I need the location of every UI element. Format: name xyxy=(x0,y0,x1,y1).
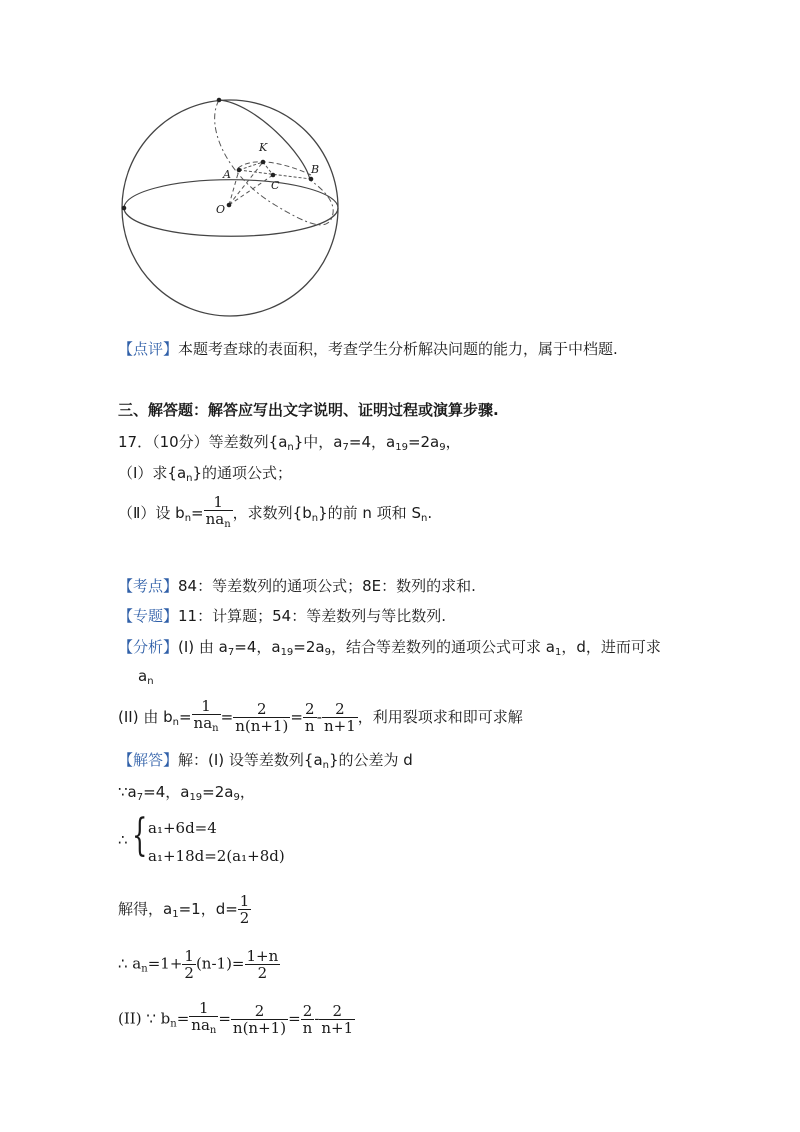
point-A xyxy=(237,168,242,173)
label-O: O xyxy=(216,203,226,216)
problem-part1: （Ⅰ）求$\{a_n\}$的通项公式； xyxy=(118,464,293,484)
problem-part2: （Ⅱ）设 $b_n=$ $\frac{1}{na_n}$ ，求数列$\{b_n\}$的前 n 项和 $S_n$. xyxy=(118,494,432,533)
system-eq1: a₁+6d=4 xyxy=(148,819,217,837)
point-B xyxy=(309,177,314,182)
sphere-figure xyxy=(115,95,350,320)
fenxi-line3: (II) 由 $b_n=$ $\frac{1}{na_n}$ = $\frac{2}{n(n+1)}$ = $\frac{2}{n}$ - $\frac{2}{n+1}$ ，利用裂项求和即可求解 xyxy=(118,697,523,735)
zhuanti-line: 【专题】11：计算题；54：等差数列与等比数列. xyxy=(118,607,446,625)
kaodian-line: 【考点】84：等差数列的通项公式；8E：数列的求和. xyxy=(118,577,476,595)
system-eq2: a₁+18d=2(a₁+8d) xyxy=(148,847,285,865)
zhuanti-tag: 【专题】 xyxy=(118,607,179,625)
jieda-line1: 【解答】解：(I) 设等差数列$\{a_n\}$的公差为 d xyxy=(118,751,413,771)
label-C: C xyxy=(271,179,280,192)
jieda-therefore: ∴ xyxy=(118,831,128,849)
label-B: B xyxy=(311,163,320,176)
comment-line xyxy=(118,339,618,359)
comment-tag: 【点评】 xyxy=(118,340,179,358)
kaodian-tag: 【考点】 xyxy=(118,577,179,595)
point-top xyxy=(217,98,222,103)
fraction: $\frac{1}{na_n}$ xyxy=(205,493,231,530)
system-brace: { xyxy=(132,810,148,861)
problem-statement: 17．（10分）等差数列$\{a_n\}$中，$a_7=4$，$a_{19}=2a_9$， xyxy=(118,433,461,453)
comment-text: 本题考查球的表面积，考查学生分析解决问题的能力，属于中档题. xyxy=(178,340,618,358)
label-K: K xyxy=(259,141,268,154)
jieda-line3: 解得，$a_1=1$，d= $\frac{1}{2}$ xyxy=(118,892,250,927)
jieda-line2: $\because a_7=4$，$a_{19}=2a_9$， xyxy=(118,783,255,803)
point-K xyxy=(261,160,266,165)
label-A: A xyxy=(223,168,231,181)
section-title: 三、解答题：解答应写出文字说明、证明过程或演算步骤. xyxy=(118,401,499,419)
point-left xyxy=(122,206,127,211)
fenxi-line1: 【分析】(I) 由 $a_7=4$，$a_{19}=2a_9$，结合等差数列的通项公式可求 $a_1$，d，进而可求 xyxy=(118,638,661,658)
jieda-line5: (II) ∵ $b_n=$ $\frac{1}{na_n}$ = $\frac{2}{n(n+1)}$ = $\frac{2}{n}$ - $\frac{2}{n+1}$ xyxy=(118,999,354,1037)
point-O xyxy=(227,203,232,208)
fenxi-tag: 【分析】 xyxy=(118,638,179,656)
jieda-line4: ∴ $a_n=1+$ $\frac{1}{2}$ (n-1)= $\frac{1+n}{2}$ xyxy=(118,947,279,982)
point-C xyxy=(271,173,276,178)
fenxi-line2: $a_n$ xyxy=(138,667,154,687)
jieda-tag: 【解答】 xyxy=(118,751,179,769)
